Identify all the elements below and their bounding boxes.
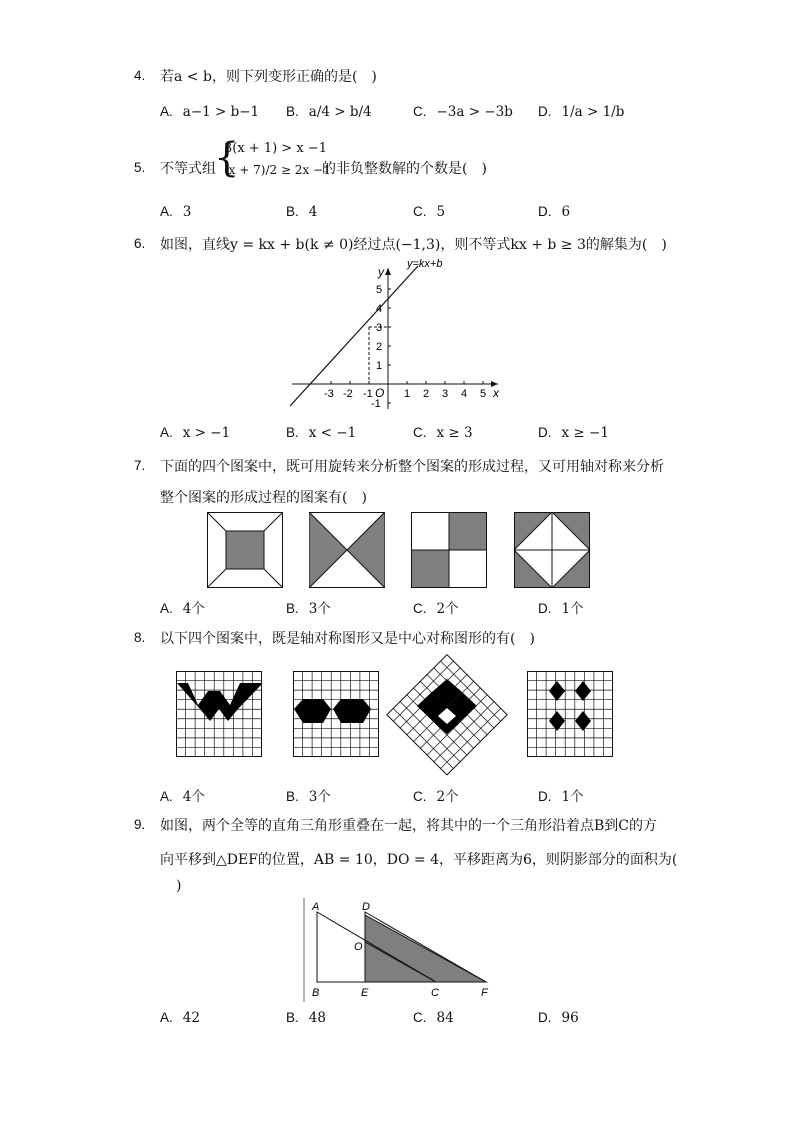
option-b[interactable]: B. x < −1 [286,425,357,441]
question-stem: 如图，直线y = kx + b(k ≠ 0)经过点(−1,3)，则不等式kx + b ≥ 3的解集为( ) [160,237,667,253]
option-c[interactable]: C. 5 [413,204,446,220]
point-label-e: E [361,987,369,999]
option-d[interactable]: D. 96 [538,1010,579,1026]
pattern-checker [411,512,487,588]
line-graph [280,254,510,414]
option-a[interactable]: A. x > −1 [160,425,231,441]
x-tick-label: -3 [324,388,334,400]
pattern-frame-square [207,512,283,588]
x-tick-label: 1 [404,388,411,400]
grid-pattern-hexagons [293,671,379,757]
option-b[interactable]: B. 4 [286,204,318,220]
point-label-d: D [362,901,370,913]
option-d[interactable]: D. 1个 [538,789,584,805]
system-line-2: (x + 7)/2 ≥ 2x −1 [224,163,331,177]
brace-icon: { [214,135,240,181]
y-axis-label: y [378,265,384,279]
question-stem-pre: 不等式组 [160,161,216,177]
triangle-translation-figure [300,898,500,1002]
option-c[interactable]: C. −3a > −3b [413,104,513,120]
option-c[interactable]: C. 84 [413,1010,454,1026]
x-tick-label: -2 [343,388,353,400]
pattern-diamond [514,512,590,588]
question-number: 6. [134,236,146,251]
grid-lines [527,671,613,757]
option-d[interactable]: D. 6 [538,204,571,220]
option-a[interactable]: A. 4个 [160,789,205,805]
y-tick-label: 3 [376,322,383,334]
option-b[interactable]: B. 3个 [286,789,331,805]
option-a[interactable]: A. 42 [160,1010,200,1026]
graph-line [290,266,418,406]
point-label-f: F [481,987,488,999]
option-c[interactable]: C. x ≥ 3 [413,425,473,441]
x-tick-label: 3 [442,388,449,400]
option-b[interactable]: B. 3个 [286,601,331,617]
option-d[interactable]: D. 1/a > 1/b [538,104,625,120]
y-tick-label: 1 [376,360,383,372]
question-stem: 如图，两个全等的直角三角形重叠在一起，将其中的一个三角形沿着点B到C的方 [160,818,657,834]
option-a[interactable]: A. 3 [160,204,192,220]
option-b[interactable]: B. 48 [286,1010,326,1026]
option-c[interactable]: C. 2个 [413,789,459,805]
y-axis-arrow-icon [385,268,391,275]
line-label: y=kx+b [407,258,443,270]
x-tick-label: -1 [363,388,373,400]
option-d[interactable]: D. 1个 [538,601,584,617]
x-tick-label: 4 [461,388,468,400]
y-tick-label: 2 [376,341,383,353]
origin-label: O [375,386,385,400]
question-number: 7. [134,458,146,473]
y-tick-label: -1 [371,398,381,410]
point-label-b: B [312,987,320,999]
option-a[interactable]: A. a−1 > b−1 [160,104,260,120]
option-a[interactable]: A. 4个 [160,601,205,617]
question-number: 4. [134,68,146,83]
grid-pattern-w [176,671,262,757]
x-tick-label: 2 [423,388,430,400]
option-b[interactable]: B. a/4 > b/4 [286,104,372,120]
question-number: 5. [134,160,146,175]
question-stem-post: 的非负整数解的个数是( ) [322,161,487,177]
x-axis-label: x [493,386,499,400]
question-stem: 若a < b，则下列变形正确的是( ) [160,69,377,85]
y-tick-label: 4 [376,303,383,315]
point-label-c: C [431,987,439,999]
question-number: 9. [134,817,146,832]
point-label-a: A [312,901,320,913]
question-stem-line-3: ) [176,878,182,894]
y-tick-label: 5 [376,284,383,296]
grid-pattern-four-diamonds [527,671,613,757]
system-line-1: 3(x + 1) > x −1 [224,141,327,156]
question-stem: 下面的四个图案中，既可用旋转来分析整个图案的形成过程，又可用轴对称来分析 [160,459,664,475]
option-d[interactable]: D. x ≥ −1 [538,425,609,441]
x-tick-label: 5 [480,388,487,400]
point-label-o: O [354,941,363,953]
pattern-bowtie [309,512,385,588]
question-stem-line-2: 向平移到△DEF的位置，AB = 10，DO = 4，平移距离为6，则阴影部分的面积为( [160,852,678,868]
question-stem: 以下四个图案中，既是轴对称图形又是中心对称图形的有( ) [160,631,535,647]
question-number: 8. [134,630,146,645]
option-c[interactable]: C. 2个 [413,601,459,617]
grid-pattern-diamond-ring [386,654,508,776]
question-stem-line-2: 整个图案的形成过程的图案有( ) [160,490,367,506]
